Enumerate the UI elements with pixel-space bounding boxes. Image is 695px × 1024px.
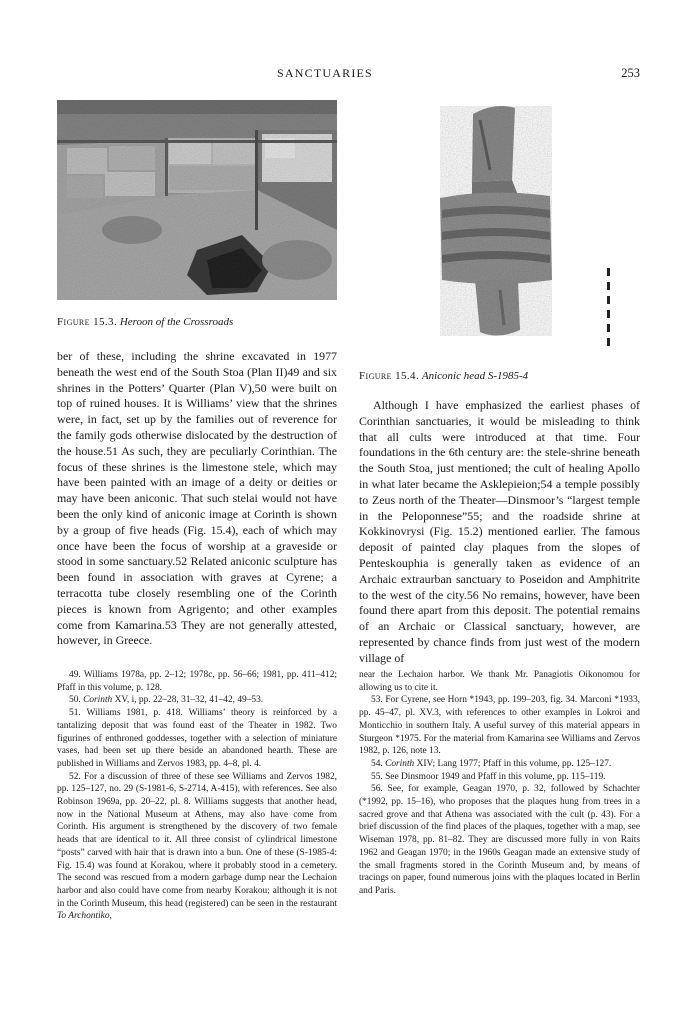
scale-bar bbox=[605, 268, 613, 346]
body-paragraph: ber of these, including the shrine excavated in 1977 beneath the west end of the South Stoa (Plan II)49 and six shrines in the Potters’ Quarter (Plan V),50 were built on top of ruined houses. It is Williams’ view that the shrines were, in fact, set up by the families out of reverence for the family gods otherwise dislocated by the destruction of the house.51 As such, they are peculiarly Corinthian. The focus of these shrines is the limestone stele, which may have been painted with an image of a deity or deities or may have been aniconic. That such stelai would not have been the only kind of aniconic image at Corinth is shown by a group of five heads (Fig. 15.4), each of which may once have been the focus of worship at a graveside or stood in some sanctuary.52 Related aniconic sculpture has been found in association with graves at Cyrene; a terracotta tube closely resembling one of the Corinth pieces is known from Agrigento; and other examples come from Kamarina.53 They are not generally attested, however, in Greece. bbox=[57, 349, 337, 648]
footnote-56: 56. See, for example, Geagan 1970, p. 32, followed by Schachter (*1992, pp. 15–16), who proposes that the plaques hung from trees in a sacred grove and that Athena was associated with the cult (p. 43). For a brief discussion of the find places of the plaques, together with a map, see Wiseman 1978, pp. 81–82. They are discussed more fully in von Raits 1962 and Geagan 1970; in the 1960s Geagan made an extensive study of the small fragments stored in the Corinth Museum and, by means of tracings on paper, found numerous joins with the plaques located in Berlin and Paris. bbox=[359, 784, 640, 896]
figure-label: Figure 15.4. bbox=[359, 370, 420, 382]
footnote-51: 51. Williams 1981, p. 418. Williams’ theory is reinforced by a tantalizing deposit that was found east of the Theater in 1982. Two figurines of enthroned goddesses, together with a selection of miniature vases, had been set up there beside an abandoned hearth. These are published in Williams and Zervos 1983, pp. 4–8, pl. 4. bbox=[57, 708, 337, 769]
figure-caption-text: Heroon of the Crossroads bbox=[119, 316, 234, 328]
footnotes-left bbox=[57, 669, 337, 923]
figure-photo-aniconic-head bbox=[400, 100, 612, 345]
footnotes-right bbox=[359, 669, 640, 898]
footnote-52-continued: near the Lechaion harbor. We thank Mr. Panagiotis Oikonomou for allowing us to cite it. bbox=[359, 670, 640, 693]
running-head: SANCTUARIES bbox=[277, 66, 373, 80]
footnote-50: 50. Corinth XV, i, pp. 22–28, 31–32, 41–42, 49–53. bbox=[69, 695, 264, 706]
figure-caption-text: Aniconic head S-1985-4 bbox=[421, 370, 529, 382]
figure-caption-15-3 bbox=[57, 315, 347, 329]
body-paragraph: Although I have emphasized the earliest phases of Corinthian sanctuaries, it would be misleading to think that all cults were introduced at that time. Four foundations in the 6th century are: the stele-shrine beneath the South Stoa, just mentioned; the cult of healing Apollo in what later became the Asklepieion;54 a temple possibly to Zeus north of the Theater—Dinsmoor’s “largest temple in the Peloponnese”55; and the roadside shrine at Kokkinovrysi (Fig. 15.2) mentioned earlier. The famous deposit of painted clay plaques from the slopes of Penteskouphia is generally taken as evidence of an Archaic extraurban sanctuary to Poseidon and Amphitrite to the west of the city.56 No remains, however, have been found there apart from this deposit. The potential remains of an Archaic or Classical sanctuary, however, are represented by chance finds from just west of the modern village of bbox=[359, 398, 640, 665]
figure-caption-15-4 bbox=[359, 369, 649, 383]
figure-label: Figure 15.3. bbox=[57, 316, 118, 328]
footnote-53: 53. For Cyrene, see Horn *1943, pp. 199–203, fig. 34. Marconi *1933, pp. 45–47, pl. XV.3, with references to other examples in Lokroi and Monticchio in southern Italy. A useful survey of this material appears in Sturgeon *1975. For the material from Kamarina see Williams and Zervos 1982, p. 126, note 13. bbox=[359, 695, 640, 757]
body-column-right bbox=[359, 398, 640, 667]
footnote-49: 49. Williams 1978a, pp. 2–12; 1978c, pp. 56–66; 1981, pp. 411–412; Pfaff in this volume, p. 128. bbox=[57, 670, 337, 693]
footnote-54: 54. Corinth XIV; Lang 1977; Pfaff in this volume, pp. 125–127. bbox=[371, 758, 612, 769]
body-column-left bbox=[57, 349, 337, 649]
page-number: 253 bbox=[621, 66, 640, 80]
figure-photo-heroon bbox=[57, 100, 337, 300]
footnote-55: 55. See Dinsmoor 1949 and Pfaff in this volume, pp. 115–119. bbox=[371, 771, 606, 782]
footnote-52: 52. For a discussion of three of these see Williams and Zervos 1982, pp. 125–127, no. 29 (S-1981-6, S-2714, A-415), with references. See also Robinson 1969a, pp. 20–22, pl. 8. Williams suggests that another head, now in the National Museum at Athens, may also have come from Corinth. His argument is strengthened by the discovery of two female heads that are identical to it. All three consist of cylindrical limestone “posts” carved with hair that is drawn into a bun. One of these (S-1985-4: Fig. 15.4) was found at Korakou, where it probably stood in a cemetery. The second was rescued from a modern garbage dump near the Lechaion harbor and also could have come from nearby Korakou; although it is not in the Corinth Museum, this head (registered) can be seen in the restaurant To Archontiko, bbox=[57, 771, 337, 922]
